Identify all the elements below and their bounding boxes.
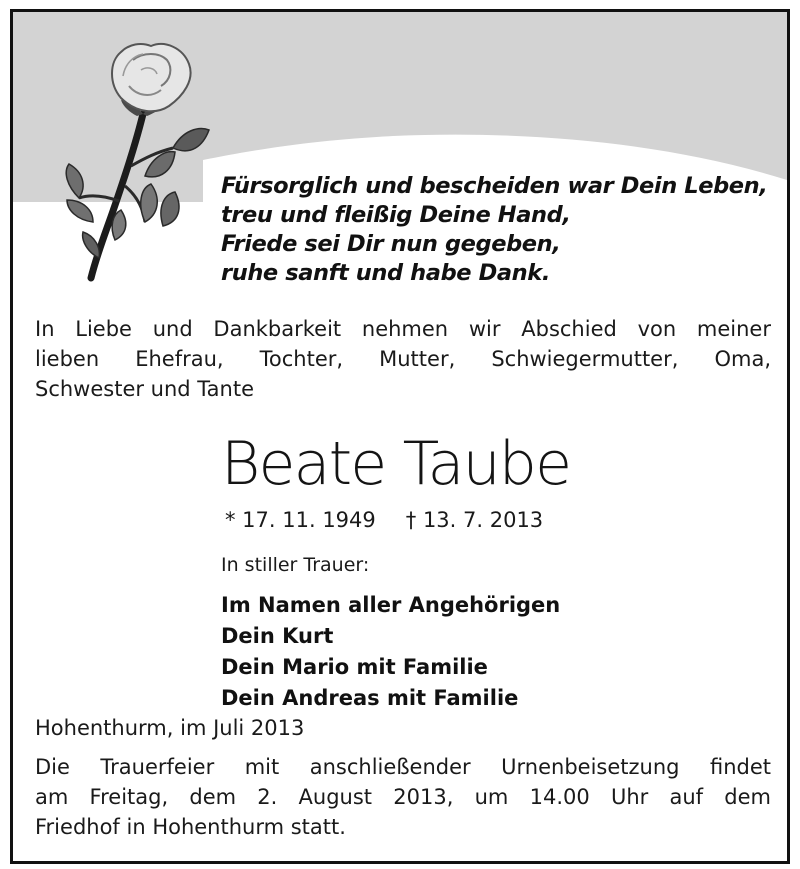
rose-icon bbox=[33, 26, 213, 286]
poem-line: Fürsorglich und bescheiden war Dein Leben, bbox=[221, 173, 768, 199]
birth-date: * 17. 11. 1949 bbox=[225, 508, 376, 532]
poem-line: ruhe sanft und habe Dank. bbox=[221, 260, 550, 286]
poem-line: treu und fleißig Deine Hand, bbox=[221, 202, 571, 228]
poem bbox=[221, 172, 781, 288]
intro-text bbox=[35, 314, 771, 404]
death-date: † 13. 7. 2013 bbox=[405, 508, 544, 532]
obituary-notice bbox=[10, 9, 790, 864]
service-line: Friedhof in Hohenthurm statt. bbox=[35, 815, 346, 839]
mourner-name: Im Namen aller Angehörigen bbox=[221, 593, 561, 617]
poem-line: Friede sei Dir nun gegeben, bbox=[221, 231, 561, 257]
mourner-name: Dein Mario mit Familie bbox=[221, 655, 488, 679]
mourning-label: In stiller Trauer: bbox=[221, 554, 370, 576]
mourner-name: Dein Kurt bbox=[221, 624, 334, 648]
intro-line: lieben Ehefrau, Tochter, Mutter, Schwiegermutter, Oma, bbox=[35, 347, 771, 371]
intro-line: Schwester und Tante bbox=[35, 377, 254, 401]
deceased-name: Beate Taube bbox=[221, 429, 571, 499]
mourner-name: Dein Andreas mit Familie bbox=[221, 686, 519, 710]
service-info bbox=[35, 752, 771, 842]
life-dates bbox=[225, 506, 543, 534]
place-date: Hohenthurm, im Juli 2013 bbox=[35, 716, 305, 740]
service-line: am Freitag, dem 2. August 2013, um 14.00 Uhr auf dem bbox=[35, 785, 771, 809]
service-line: Die Trauerfeier mit anschließender Urnenbeisetzung findet bbox=[35, 755, 771, 779]
intro-line: In Liebe und Dankbarkeit nehmen wir Abschied von meiner bbox=[35, 317, 771, 341]
mourners-list bbox=[221, 590, 681, 714]
